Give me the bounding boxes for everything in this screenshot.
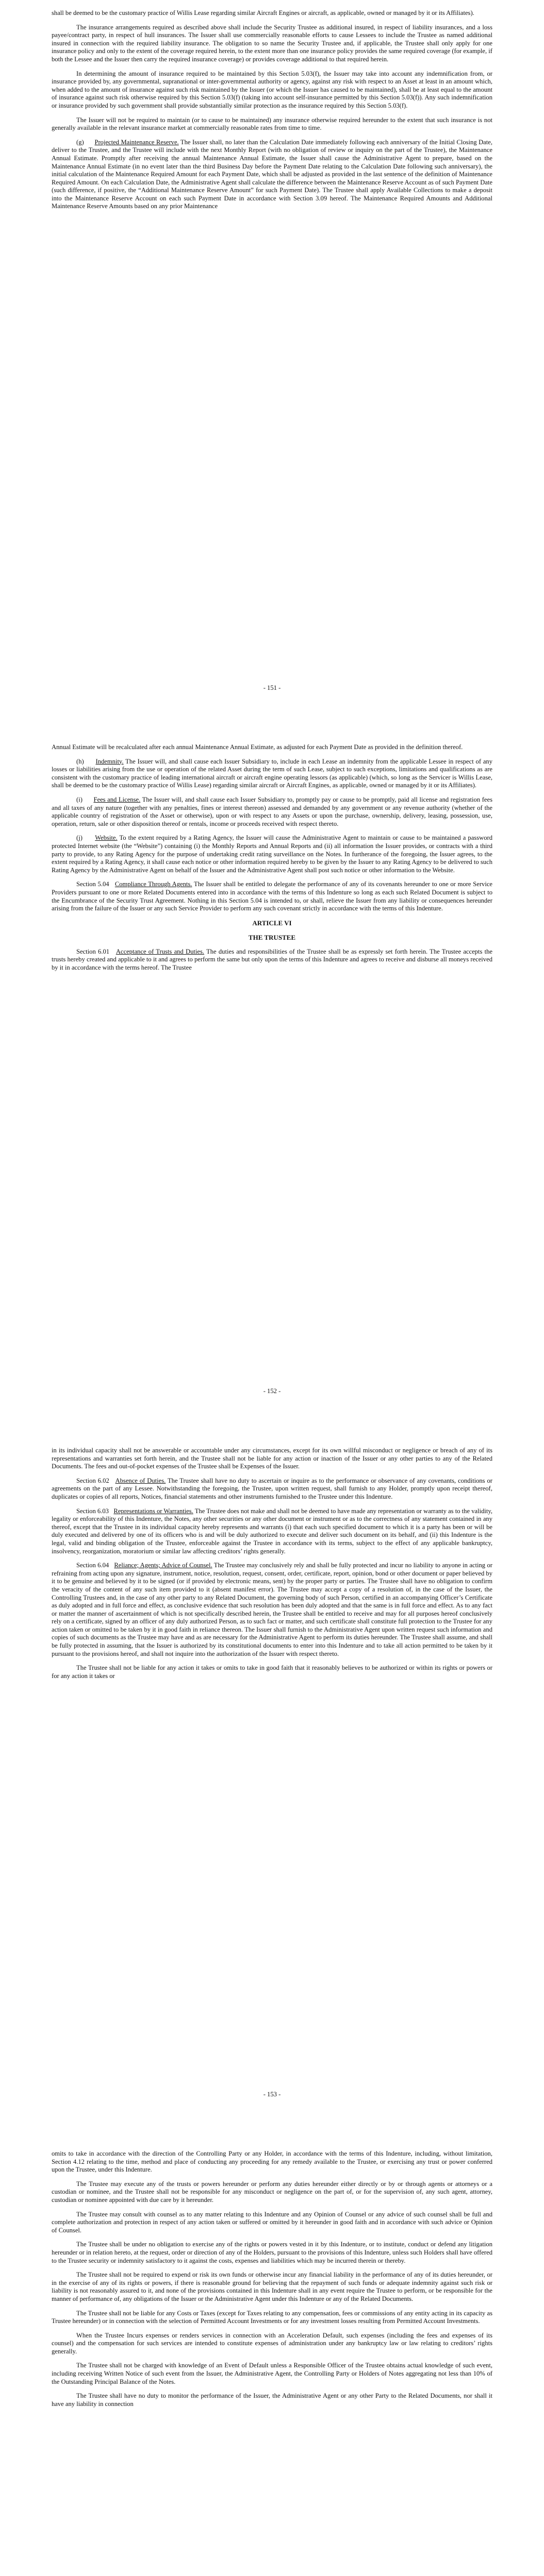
para-text: To the extent required by a Rating Agency, the Issuer will cause the Administrative Agent to maintain or cause to be maintained a password protected Internet website (the “Website”) containing (i) the Monthly Reports and Annual Reports and (ii) all information the Issuer provides, or contracts with a third party to provide, to any Rating Agency for the purpose of undertaking credit rating surveillance on the Notes. In furtherance of the foregoing, the Issuer agrees, to the extent required by a Rating Agency, it shall cause each notice or other information required hereby to be given by the Issuer to any Rating Agency to be delivered to such Rating Agency by the Administrative Agent on behalf of the Issuer and the Administrative Agent shall post such notice or other information to the Website. bbox=[52, 834, 492, 874]
paragraph: When the Trustee Incurs expenses or renders services in connection with an Acceleration Default, such expenses (including the fees and expenses of its counsel) and the compensation for such services are intended to constitute expenses of administration under any bankruptcy law or law relating to creditors’ rights generally. bbox=[52, 2331, 492, 2355]
section-label: Section 6.04 bbox=[76, 1562, 109, 1569]
article-heading: ARTICLE VI bbox=[252, 919, 292, 927]
section-label: Section 5.04 bbox=[76, 880, 109, 888]
paragraph: The Trustee shall not be charged with knowledge of an Event of Default unless a Responsible Officer of the Trustee obtains actual knowledge of such event, including receiving Written Notice of such event from the Issuer, the Administrative Agent, the Controlling Party or Holders of Notes aggregating not less than 10% of the Outstanding Principal Balance of the Notes. bbox=[52, 2362, 492, 2385]
page-151 bbox=[0, 0, 544, 703]
para-title: Indemnity. bbox=[95, 757, 124, 765]
para-text: The Issuer will, and shall cause each Issuer Subsidiary to, include in each Lease an indemnity from the applicable Lessee in respect of any losses or liabilities arising from the use or operation of the related Asset during the term of such Lease, subject to such exceptions, limitations and qualifications as are consistent with the customary practice of leading international aircraft or aircraft engine operating lessors (as applicable) (which, so long as the Servicer is Willis Lease, shall be deemed to be the customary practice of Willis Lease) regarding similar aircraft or Aircraft Engines, as applicable, owned or managed by it or its Affiliates). bbox=[52, 757, 492, 789]
section-label: Section 6.01 bbox=[76, 947, 110, 955]
page-154 bbox=[0, 2110, 544, 2576]
paragraph-j bbox=[52, 834, 492, 874]
para-text: The Issuer will, and shall cause each Issuer Subsidiary to, promptly pay or cause to be promptly, paid all license and registration fees and all taxes of any nature (together with any penalties, fines or interest thereon) assessed and demanded by any government or any revenue authority (whether of the applicable country of registration of the Asset or otherwise), upon or with respect to any Assets or upon the purchase, ownership, delivery, leasing, possession, use, operation, return, sale or other disposition thereof or rentals, income or proceeds received with respect thereto. bbox=[52, 795, 492, 827]
page-number: - 153 - bbox=[263, 2091, 281, 2098]
paragraph: The Trustee shall not be liable for any Costs or Taxes (except for Taxes relating to any compensation, fees or commissions of any entity acting in its capacity as Trustee hereunder) or in connection with the selection of Permitted Account Investments or for any investment losses resulting from Permitted Account Investments. bbox=[52, 2309, 492, 2325]
paragraph: The insurance arrangements required as described above shall include the Security Trustee as additional insured, in respect of liability insurances, and a loss payee/contract party, in respect of hull insurances. The Issuer shall use commercially reasonable efforts to cause Lessees to include the Trustee as named additional insured in connection with the required liability insurance. The obligation to so name the Security Trustee and, if applicable, the Trustee shall only apply for one insurance policy and only to the extent of the coverage required herein, to the extent more than one insurance policy provides the same required coverage (for example, if both the Lessee and the Issuer then carry the required insurance coverage) or provides coverage additional to that required herein. bbox=[52, 23, 492, 63]
para-title: Website. bbox=[95, 834, 118, 842]
section-text: The Trustee does not make and shall not be deemed to have made any representation or warranty as to the validity, legality or enforceability of this Indenture, the Notes, any other securities or any other document or instrument or as to the correctness of any statement contained in any thereof, except that the Trustee in its individual capacity hereby represents and warrants (i) that each such specified document to which it is a party has been or will be duly executed and delivered by one of its officers who is and will be duly authorized to execute and deliver such document on its behalf, and (ii) this Indenture is the legal, valid and binding obligation of the Trustee, enforceable against the Trustee in accordance with its terms, subject to the effect of any applicable bankruptcy, insolvency, reorganization, moratorium or similar law affecting creditors’ rights generally. bbox=[52, 1507, 492, 1555]
section-title: Compliance Through Agents. bbox=[114, 880, 192, 888]
section-6-01 bbox=[52, 948, 492, 972]
section-text: The Trustee shall have no duty to ascertain or inquire as to the performance or observance of any covenants, conditions or agreements on the part of any Lessee. Notwithstanding the foregoing, the Trustee, upon written request, shall furnish to any Holder, promptly upon receipt thereof, duplicates or copies of all reports, Notices, financial statements and other instruments furnished to the Trustee under this Indenture. bbox=[52, 1477, 492, 1500]
para-label: (i) bbox=[76, 795, 83, 803]
section-5-04 bbox=[52, 880, 492, 912]
section-title: Representations or Warranties. bbox=[113, 1507, 193, 1515]
paragraph: in its individual capacity shall not be answerable or accountable under any circumstances, except for its own willful misconduct or negligence or breach of any of its representations and warranties set forth herein, and the Trustee shall not be liable for any action or inaction of the Issuer or any other parties to any of the Related Documents. The fees and out-of-pocket expenses of the Trustee shall be Expenses of the Issuer. bbox=[52, 1447, 492, 1470]
section-6-03 bbox=[52, 1507, 492, 1556]
paragraph: omits to take in accordance with the direction of the Controlling Party or any Holder, in accordance with the terms of this Indenture, including, without limitation, Section 4.12 relating to the time, method and place of conducting any proceeding for any remedy available to the Trustee, or exercising any trust or power conferred upon the Trustee, under this Indenture. bbox=[52, 2150, 492, 2174]
para-label: (g) bbox=[76, 138, 84, 146]
paragraph: The Trustee may consult with counsel as to any matter relating to this Indenture and any Opinion of Counsel or any advice of such counsel shall be full and complete authorization and protection in respect of any action taken or suffered or omitted by it hereunder in good faith and in accordance with such advice or Opinion of Counsel. bbox=[52, 2210, 492, 2234]
section-title: Acceptance of Trusts and Duties. bbox=[116, 947, 205, 955]
section-text: The Trustee may conclusively rely and shall be fully protected and incur no liability to anyone in acting or refraining from acting upon any signature, instrument, notice, resolution, request, consent, order, certificate, report, opinion, bond or other document or paper believed by it to be genuine and believed by it to be signed (or if provided by electronic means, sent) by the proper party or parties. The Trustee shall have no obligation to confirm the veracity of the content of any such item provided to it (absent manifest error). The Trustee may accept a copy of a resolution of, in the case of the Issuer, the Controlling Trustees and, in the case of any other party to any Related Document, the governing body of such Person, certified in an accompanying Officer’s Certificate as duly adopted and in full force and effect, as conclusive evidence that such resolution has been duly adopted and that the same is in full force and effect. As to any fact or matter the manner of ascertainment of which is not specifically described herein, the Trustee shall be entitled to receive and may for all purposes hereof conclusively rely on a certificate, signed by an officer of any duly authorized Person, as to such fact or matter, and such certificate shall constitute full protection to the Trustee for any action taken or omitted to be taken by it in good faith in reliance thereon. The Issuer shall furnish to the Administrative Agent upon written request such information and copies of such documents as the Trustee may have and as are necessary for the Administrative Agent to perform its duties hereunder. The Trustee shall assume, and shall be fully protected in assuming, that the Issuer is authorized by its constitutional documents to enter into this Indenture and to take all action permitted to be taken by it pursuant to the provisions hereof, and shall not inquire into the authorization of the Issuer with respect thereto. bbox=[52, 1562, 492, 1657]
page-153 bbox=[0, 1406, 544, 2110]
section-title: Absence of Duties. bbox=[115, 1477, 166, 1484]
section-6-04 bbox=[52, 1562, 492, 1658]
para-label: (j) bbox=[76, 834, 83, 842]
paragraph: The Trustee shall not be required to expend or risk its own funds or otherwise incur any financial liability in the performance of any of its duties hereunder, or in the exercise of any of its rights or powers, if there is reasonable ground for believing that the repayment of such funds or adequate indemnity against such risk or liability is not reasonably assured to it, and none of the provisions contained in this Indenture shall in any event require the Trustee to perform, or be responsible for the manner of performance of, any obligations of the Issuer or the Administrative Agent under this Indenture or any of the Related Documents. bbox=[52, 2271, 492, 2302]
paragraph: The Trustee shall not be liable for any action it takes or omits to take in good faith that it reasonably believes to be authorized or within its rights or powers or for any action it takes or bbox=[52, 1664, 492, 1680]
page-number: - 152 - bbox=[263, 1387, 281, 1395]
article-title: THE TRUSTEE bbox=[248, 933, 296, 941]
para-title: Projected Maintenance Reserve. bbox=[94, 138, 179, 146]
section-text: The Issuer shall be entitled to delegate the performance of any of its covenants hereunder to one or more Service Providers pursuant to one or more Related Documents entered into in accordance with the terms of this Indenture so long as each such Related Document is subject to the Encumbrance of the Security Trust Agreement. Nothing in this Section 5.04 is intended to, or shall, relieve the Issuer from any liability or consequences hereunder arising from the failure of the Issuer or any such Service Provider to perform any such covenant strictly in accordance with the terms of this Indenture. bbox=[52, 880, 492, 912]
page-152 bbox=[0, 703, 544, 1406]
paragraph: The Trustee shall have no duty to monitor the performance of the Issuer, the Administrative Agent or any other Party to the Related Documents, nor shall it have any liability in connection bbox=[52, 2392, 492, 2408]
paragraph-g bbox=[52, 139, 492, 211]
section-text: The duties and responsibilities of the Trustee shall be as expressly set forth herein. The Trustee accepts the trusts hereby created and applicable to it and agrees to perform the same but only upon the terms of this Indenture and agrees to receive and disburse all moneys received by it in accordance with the terms hereof. The Trustee bbox=[52, 947, 492, 971]
paragraph: The Trustee shall be under no obligation to exercise any of the rights or powers vested in it by this Indenture, or to institute, conduct or defend any litigation hereunder or in relation hereto, at the request, order or direction of any of the Holders, pursuant to the provisions of this Indenture, unless such Holders shall have offered to the Trustee security or indemnity satisfactory to it against the costs, expenses and liabilities which may be incurred therein or thereby. bbox=[52, 2241, 492, 2264]
paragraph: Annual Estimate will be recalculated after each annual Maintenance Annual Estimate, as adjusted for each Payment Date as provided in the definition thereof. bbox=[52, 743, 463, 751]
page-number: - 151 - bbox=[263, 684, 281, 691]
section-label: Section 6.03 bbox=[76, 1507, 109, 1515]
para-label: (h) bbox=[76, 757, 84, 765]
paragraph: The Issuer will not be required to maintain (or to cause to be maintained) any insurance otherwise required hereunder to the extent that such insurance is not generally available in the relevant insurance market at commercially reasonable rates from time to time. bbox=[52, 116, 492, 132]
para-title: Fees and License. bbox=[93, 795, 141, 803]
paragraph: The Trustee may execute any of the trusts or powers hereunder or perform any duties hereunder either directly or by or through agents or attorneys or a custodian or nominee, and the Trustee shall not be responsible for any misconduct or negligence on the part of, or for the supervision of, any such agent, attorney, custodian or nominee appointed with due care by it hereunder. bbox=[52, 2180, 492, 2204]
paragraph: In determining the amount of insurance required to be maintained by this Section 5.03(f), the Issuer may take into account any indemnification from, or insurance provided by, any governmental, supranational or inter-governmental authority or agency, against any risk with respect to an Asset at least in an amount which, when added to the amount of insurance against such risk maintained by the Issuer (or which the Issuer has caused to be maintained), shall be at least equal to the amount of insurance against such risk otherwise required by this Section 5.03(f) (taking into account self-insurance permitted by this Section 5.03(f)). Any such indemnification or insurance provided by such government shall provide substantially similar protection as the insurance required by this Section 5.03(f). bbox=[52, 70, 492, 109]
paragraph: shall be deemed to be the customary practice of Willis Lease regarding similar Aircraft Engines or aircraft, as applicable, owned or managed by it or its Affiliates). bbox=[52, 9, 474, 16]
section-6-02 bbox=[52, 1477, 492, 1501]
paragraph-h bbox=[52, 758, 492, 790]
section-label: Section 6.02 bbox=[76, 1477, 109, 1484]
section-title: Reliance; Agents; Advice of Counsel. bbox=[114, 1562, 212, 1569]
paragraph-i bbox=[52, 796, 492, 828]
para-text: The Issuer shall, no later than the Calculation Date immediately following each anniversary of the Initial Closing Date, deliver to the Trustee, and the Trustee will include with the next Monthly Report (with no obligation of review or inquiry on the part of the Trustee), the Maintenance Annual Estimate. Promptly after receiving the annual Maintenance Annual Estimate, the Issuer shall cause the Administrative Agent to prepare, based on the Maintenance Annual Estimate (in no event later than the third Business Day before the Payment Date relating to the Calculation Date following such anniversary), the initial calculation of the Maintenance Required Amount for each Payment Date, which shall be adjusted as provided in the last sentence of the definition of Maintenance Required Amount. On each Calculation Date, the Administrative Agent shall calculate the difference between the Maintenance Reserve Account as of such Payment Date (such difference, if positive, the “Additional Maintenance Reserve Amount” for such Payment Date). The Trustee shall apply Available Collections to make a deposit into the Maintenance Reserve Account on each such Payment Date in accordance with Section 3.09 hereof. The Maintenance Required Amounts and Additional Maintenance Reserve Amounts based on any prior Maintenance bbox=[52, 138, 492, 210]
